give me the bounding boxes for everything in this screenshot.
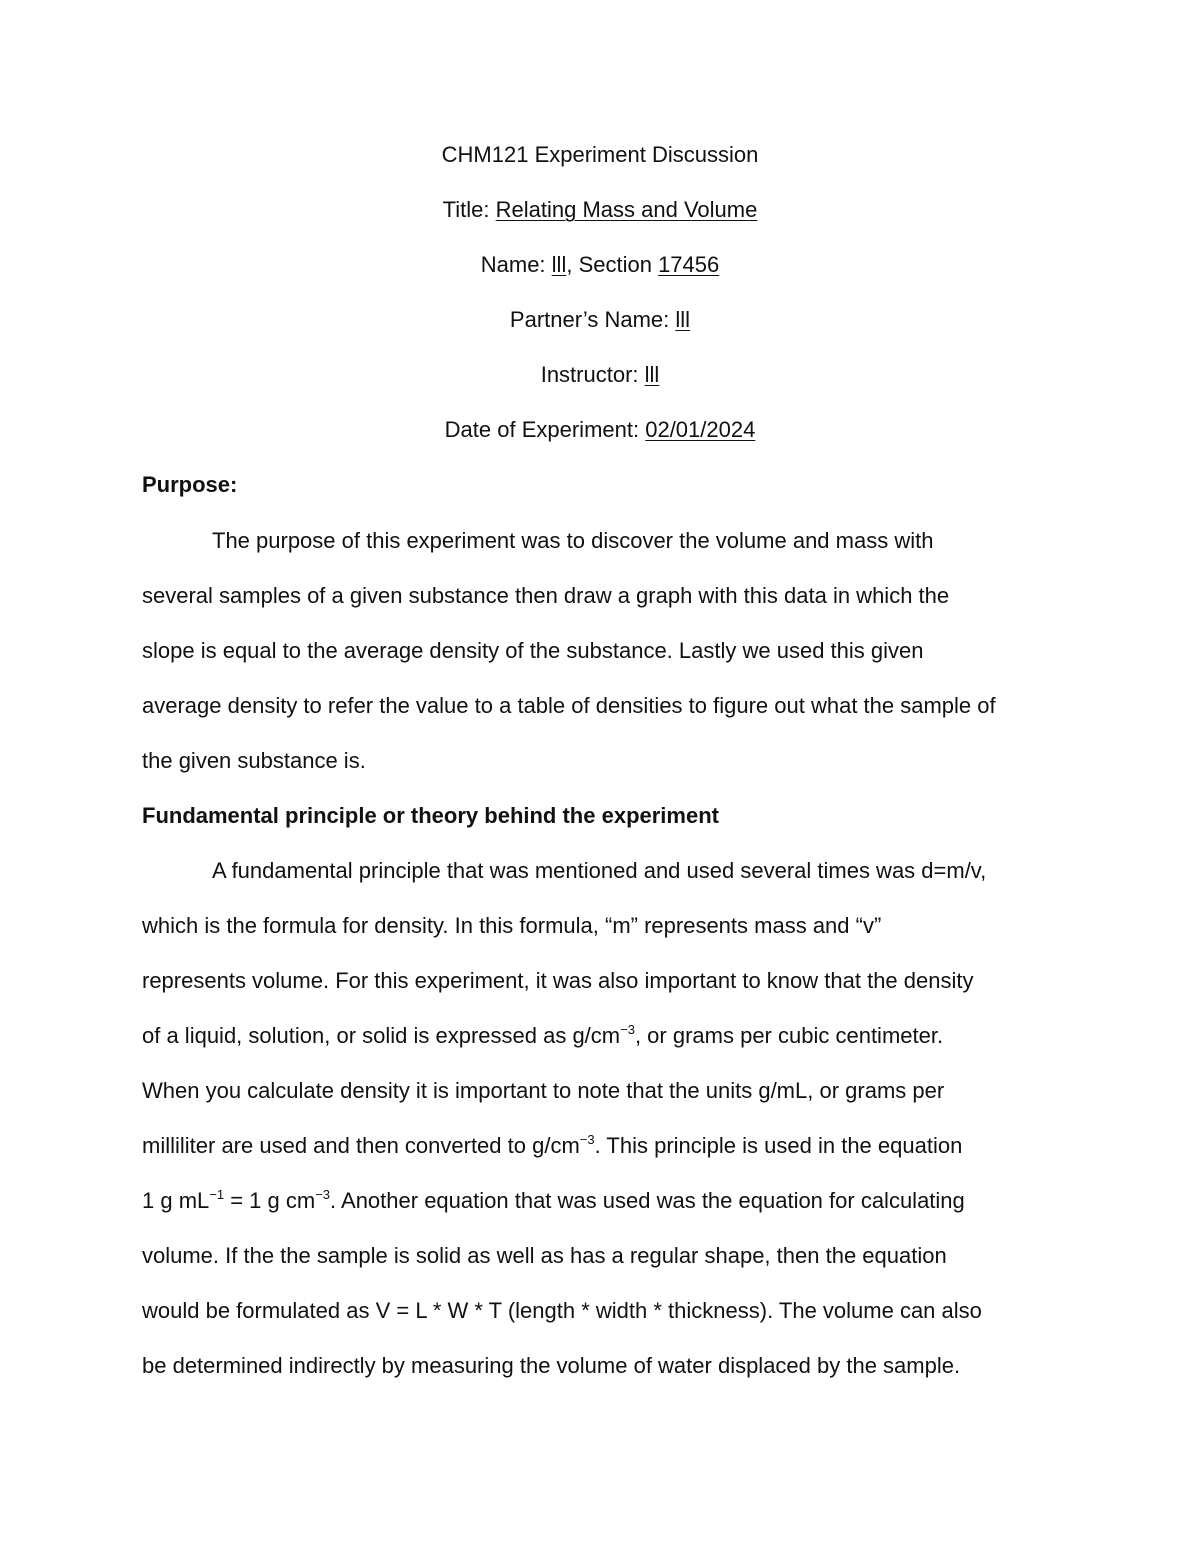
exponent: −1	[209, 1187, 225, 1202]
partner-value: lll	[675, 307, 691, 332]
course-title: CHM121 Experiment Discussion	[441, 142, 759, 167]
instructor-value: lll	[644, 362, 660, 387]
name-label: Name:	[480, 252, 552, 277]
name-value: lll	[551, 252, 567, 277]
instructor-line	[0, 360, 1200, 390]
title-label: Title:	[442, 197, 496, 222]
partner-label: Partner’s Name:	[509, 307, 676, 332]
section-label: , Section	[566, 252, 659, 277]
principle-line: volume. If the the sample is solid as well as has a regular shape, then the equation	[142, 1243, 947, 1268]
purpose-heading: Purpose:	[142, 472, 238, 497]
principle-line: which is the formula for density. In this formula, “m” represents mass and “v”	[142, 913, 882, 938]
date-label: Date of Experiment:	[444, 417, 646, 442]
principle-line: would be formulated as V = L * W * T (length * width * thickness). The volume can also	[142, 1298, 982, 1323]
principle-line: milliliter are used and then converted to $g/cm^{-3}$. This principle is used in the equation	[142, 1132, 963, 1158]
title-value: Relating Mass and Volume	[495, 197, 758, 222]
partner-line	[0, 305, 1200, 335]
principle-heading: Fundamental principle or theory behind the experiment	[142, 803, 719, 828]
exponent: −3	[315, 1187, 331, 1202]
section-value: 17456	[658, 252, 720, 277]
name-line	[0, 250, 1200, 280]
purpose-line: The purpose of this experiment was to discover the volume and mass with	[212, 528, 934, 553]
purpose-line: average density to refer the value to a table of densities to figure out what the sample of	[142, 693, 996, 718]
instructor-label: Instructor:	[540, 362, 645, 387]
principle-line: be determined indirectly by measuring the volume of water displaced by the sample.	[142, 1353, 961, 1378]
date-line	[0, 415, 1200, 445]
date-value: 02/01/2024	[645, 417, 756, 442]
title-line	[0, 195, 1200, 225]
exponent: −3	[620, 1022, 635, 1037]
purpose-line: slope is equal to the average density of the substance. Lastly we used this given	[142, 638, 924, 663]
principle-line: A fundamental principle that was mentioned and used several times was d=m/v,	[212, 858, 987, 883]
principle-line: When you calculate density it is important to note that the units g/mL, or grams per	[142, 1078, 945, 1103]
purpose-line: the given substance is.	[142, 748, 366, 773]
principle-line: of a liquid, solution, or solid is expressed as $g/cm^{-3}$, or grams per cubic centimeter.	[142, 1022, 944, 1048]
principle-line: represents volume. For this experiment, it was also important to know that the density	[142, 968, 974, 993]
exponent: −3	[579, 1132, 595, 1147]
purpose-line: several samples of a given substance then draw a graph with this data in which the	[142, 583, 950, 608]
principle-line: 1 g $mL^{-1} = 1$ g $cm^{-3}$. Another equation that was used was the equation for calculating	[142, 1187, 965, 1213]
